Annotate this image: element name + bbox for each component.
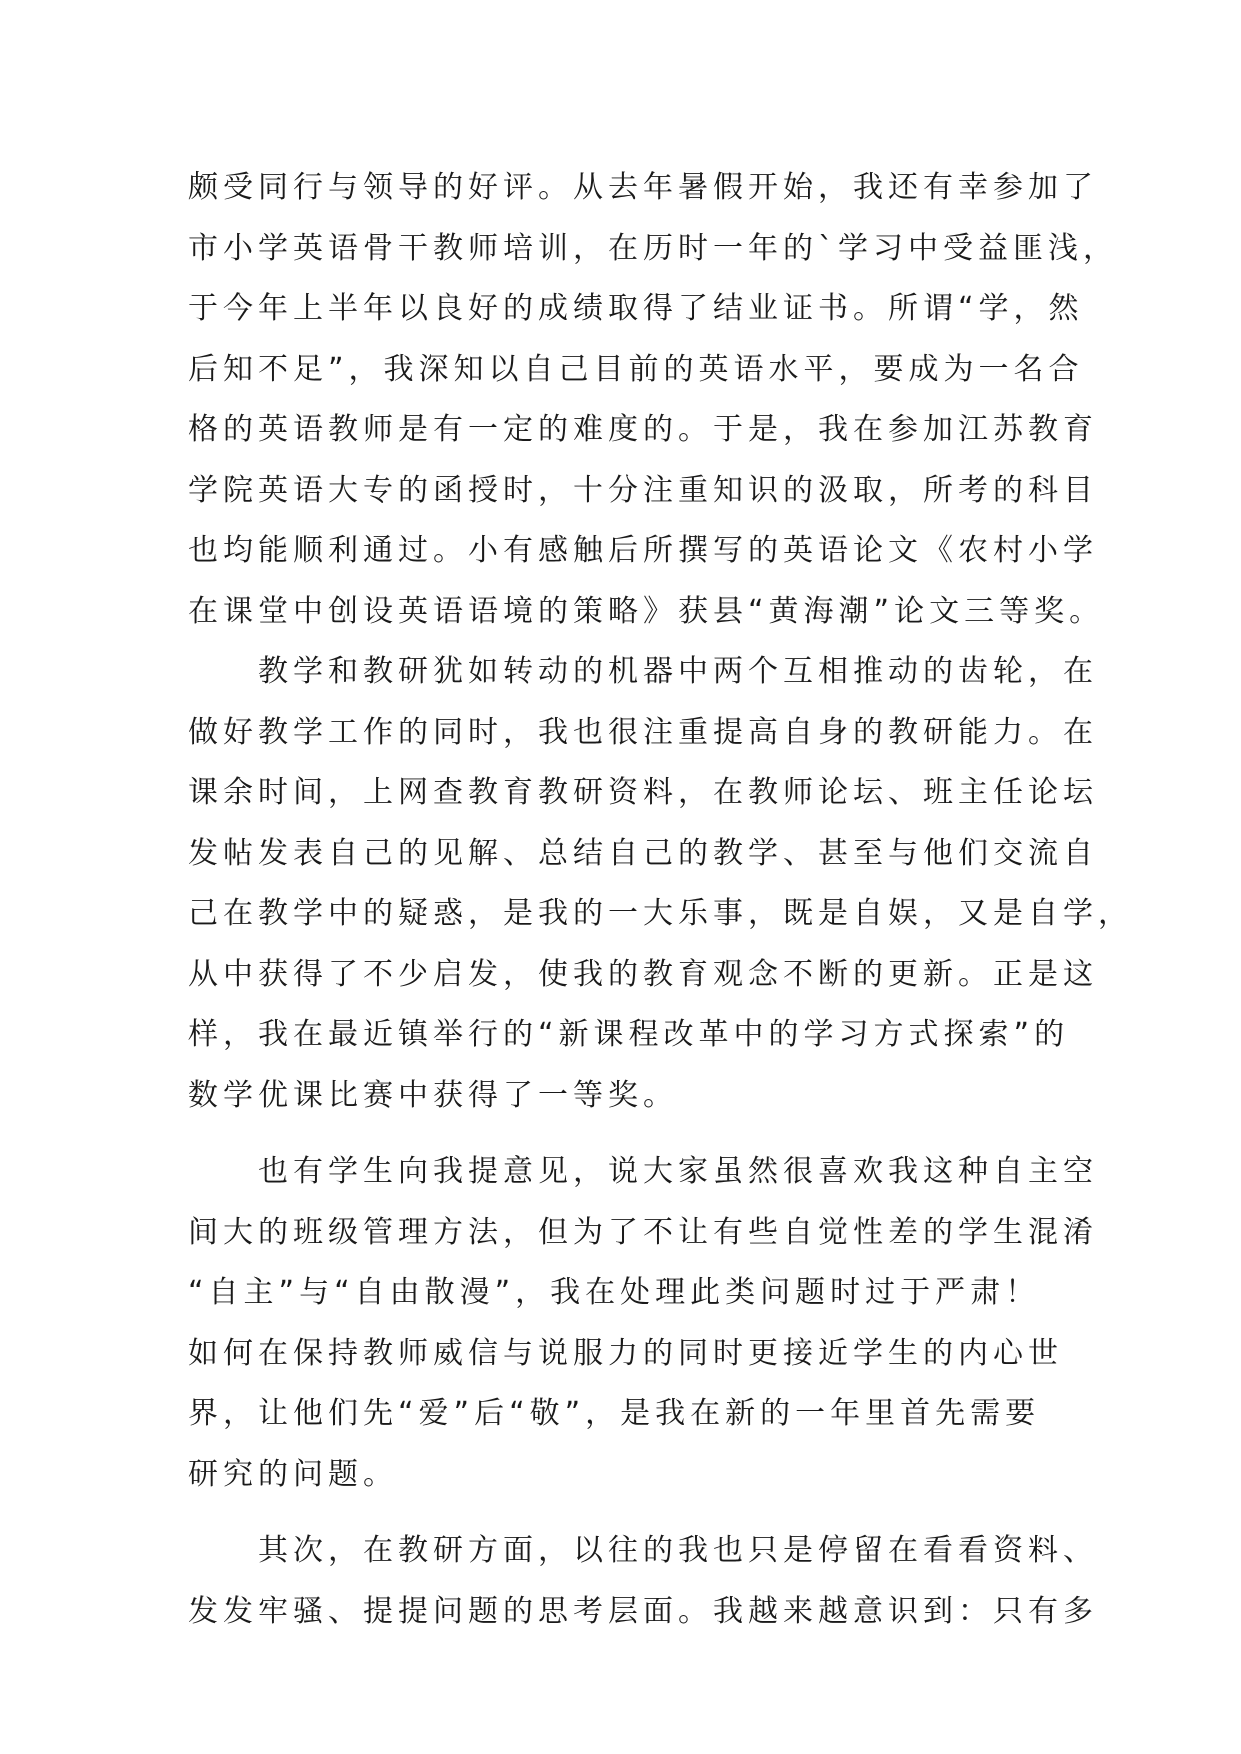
text-line: 做好教学工作的同时，我也很注重提高自身的教研能力。在 [188,714,1098,750]
text-line: 市小学英语骨干教师培训，在历时一年的`学习中受益匪浅， [188,230,1118,266]
text-line: 也均能顺利通过。小有感触后所撰写的英语论文《农村小学 [188,533,1098,568]
paragraph-1 [188,158,1118,642]
text-line: 研究的问题。 [188,1456,398,1492]
text-line: 界，让他们先“爱”后“敬”，是我在新的一年里首先需要 [188,1396,1041,1431]
text-line: 在课堂中创设英语语境的策略》获县“黄海潮”论文三等奖。 [188,593,1105,629]
text-line: 后知不足”，我深知以自己目前的英语水平，要成为一名合 [188,351,1084,387]
paragraph-4 [188,1521,1098,1642]
text-line: 其次，在教研方面，以往的我也只是停留在看看资料、 [258,1533,1098,1568]
text-line: 学院英语大专的函授时，十分注重知识的汲取，所考的科目 [188,472,1098,508]
text-line: 从中获得了不少启发，使我的教育观念不断的更新。正是这 [188,956,1098,992]
text-line: 颇受同行与领导的好评。从去年暑假开始，我还有幸参加了 [188,170,1098,205]
text-line: 己在教学中的疑惑，是我的一大乐事，既是自娱，又是自学， [188,896,1133,931]
text-line: 样，我在最近镇举行的“新课程改革中的学习方式探索”的 [188,1017,1070,1052]
text-line: 教学和教研犹如转动的机器中两个互相推动的齿轮，在 [258,654,1098,689]
text-line: 如何在保持教师威信与说服力的同时更接近学生的内心世 [188,1335,1063,1371]
paragraph-3 [188,1142,1098,1505]
text-line: 课余时间，上网查教育教研资料，在教师论坛、班主任论坛 [188,775,1098,810]
body-text [188,158,1133,1642]
text-line: 间大的班级管理方法，但为了不让有些自觉性差的学生混淆 [188,1214,1098,1250]
text-line: 发发牢骚、提提问题的思考层面。我越来越意识到：只有多 [188,1593,1098,1629]
paragraph-2 [188,642,1133,1126]
text-line: 数学优课比赛中获得了一等奖。 [188,1077,678,1113]
text-line: “自主”与“自由散漫”，我在处理此类问题时过于严肃！ [188,1275,1041,1310]
text-line: 于今年上半年以良好的成绩取得了结业证书。所谓“学，然 [188,291,1084,326]
text-line: 也有学生向我提意见，说大家虽然很喜欢我这种自主空 [258,1154,1098,1189]
text-line: 发帖发表自己的见解、总结自己的教学、甚至与他们交流自 [188,835,1098,871]
text-line: 格的英语教师是有一定的难度的。于是，我在参加江苏教育 [188,412,1098,447]
